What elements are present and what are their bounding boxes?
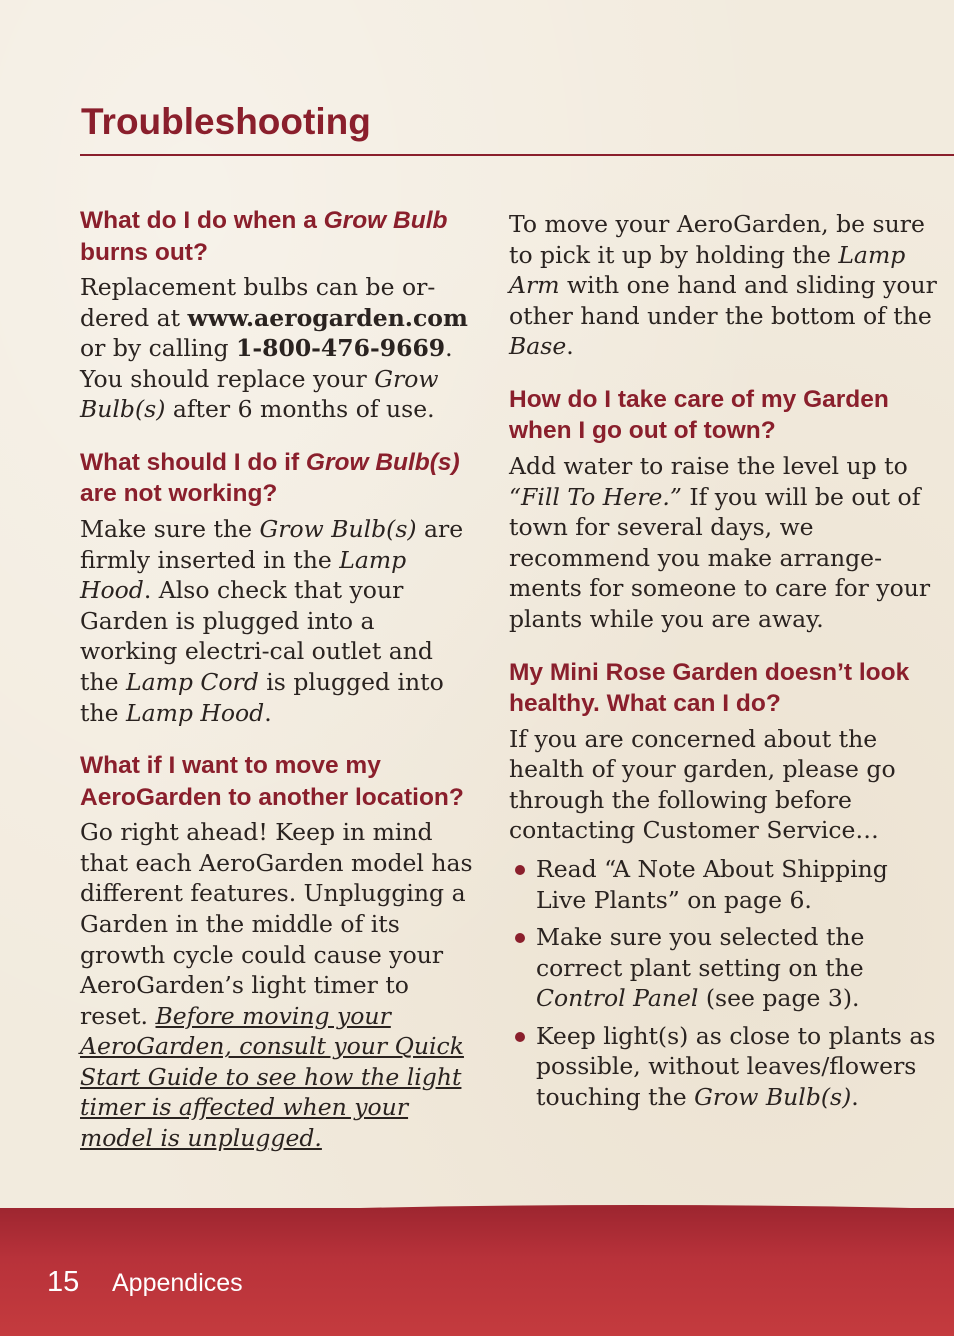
a2-text-4: is plugged into the: [80, 667, 444, 727]
a4-em: “Fill To Here.”: [509, 482, 682, 511]
move-em-1: Lamp Arm: [509, 240, 906, 300]
list-item: [509, 922, 939, 1014]
answer-grow-bulb-burns-out: [80, 272, 475, 425]
move-text-3: .: [566, 332, 574, 361]
bullet-text-2a: Make sure you selected the correct plant setting on the: [536, 923, 865, 982]
checklist: [509, 854, 939, 1113]
a1-text-1: Replacement bulbs can be or-dered at: [80, 273, 436, 332]
bullet-icon: [515, 1032, 525, 1042]
section-name: Appendices: [112, 1269, 243, 1297]
a2-text-3: . Also check that your Garden is plugged into a working electri-cal outlet and the: [80, 576, 433, 696]
a1-text-3: . You should replace your: [80, 334, 453, 393]
answer-move-aerogarden: [80, 817, 475, 1154]
left-column: [80, 205, 475, 1154]
a2-text-2: are firmly inserted in the: [80, 514, 464, 574]
a1-text-4: after 6 months of use.: [165, 395, 435, 424]
answer-out-of-town: [509, 451, 939, 635]
q1-text-a: What do I do when a: [80, 207, 324, 234]
bullet-text-1: Read “A Note About Shipping Live Plants” on page 6.: [536, 854, 888, 914]
moving-instructions: [509, 209, 939, 362]
a1-em: Grow Bulb(s): [80, 364, 439, 424]
a4-text-2: If you will be out of town for several days, we recommend you make arrange-ments for someone to care for your plants while you are away.: [509, 482, 931, 633]
answer-bulbs-not-working: [80, 514, 475, 728]
bullet-icon: [515, 865, 525, 875]
right-column: [509, 209, 939, 1120]
a2-text-1: Make sure the: [80, 514, 260, 543]
page-number: 15: [47, 1266, 80, 1298]
quick-start-guide-link[interactable]: Before moving your AeroGarden, consult your Quick Start Guide to see how the light timer is affected when your model is unplugged.: [80, 1001, 464, 1153]
a1-text-2: or by calling: [80, 334, 237, 363]
bullet-em-3: Grow Bulb(s): [694, 1083, 852, 1112]
question-out-of-town: How do I take care of my Garden when I go out of town?: [509, 385, 889, 445]
a3-text-1: Go right ahead! Keep in mind that each AeroGarden model has different features. Unplugging a Garden in the middle of its growth cycle could cause your AeroGarden’s light timer to reset.: [80, 818, 473, 1030]
a2-em-4: Lamp Hood: [125, 698, 265, 727]
question-mini-rose-garden: My Mini Rose Garden doesn’t look healthy. What can I do?: [509, 658, 910, 718]
q2-text-c: are not working?: [80, 480, 278, 508]
page-title: Troubleshooting: [81, 101, 371, 142]
move-em-2: Base: [509, 332, 567, 361]
a2-em-2: Lamp Hood: [80, 545, 407, 605]
phone-number: 1-800-476-9669: [236, 334, 446, 363]
bullet-em-2: Control Panel: [536, 984, 699, 1013]
question-move-aerogarden: What if I want to move my AeroGarden to another location?: [80, 752, 464, 811]
move-text-1: To move your AeroGarden, be sure to pick it up by holding the: [509, 210, 925, 269]
list-item: [509, 854, 939, 915]
move-text-2: with one hand and sliding your other hand under the bottom of the: [509, 271, 937, 330]
a2-text-5: .: [264, 698, 272, 727]
website-link[interactable]: www.aerogarden.com: [187, 303, 468, 332]
q1-text-c: burns out?: [80, 238, 208, 266]
list-item: [509, 1021, 939, 1113]
title-divider: [80, 154, 954, 156]
a4-text-1: Add water to raise the level up to: [509, 451, 908, 480]
q2-text-b: Grow Bulb(s): [305, 448, 460, 476]
bullet-text-3b: .: [851, 1083, 859, 1112]
q2-text-a: What should I do if: [80, 448, 306, 476]
bullet-text-2b: (see page 3).: [698, 984, 860, 1013]
answer-mini-rose-garden: If you are concerned about the health of your garden, please go through the following before contacting Customer Service…: [509, 724, 896, 845]
bullet-text-3a: Keep light(s) as close to plants as possible, without leaves/flowers touching the: [536, 1021, 936, 1112]
question-grow-bulb-burns-out: [80, 205, 475, 268]
q1-text-b: Grow Bulb: [323, 207, 448, 234]
a2-em-1: Grow Bulb(s): [259, 514, 417, 543]
question-bulbs-not-working: [80, 447, 475, 510]
bullet-icon: [515, 933, 525, 943]
a2-em-3: Lamp Cord: [125, 667, 259, 696]
